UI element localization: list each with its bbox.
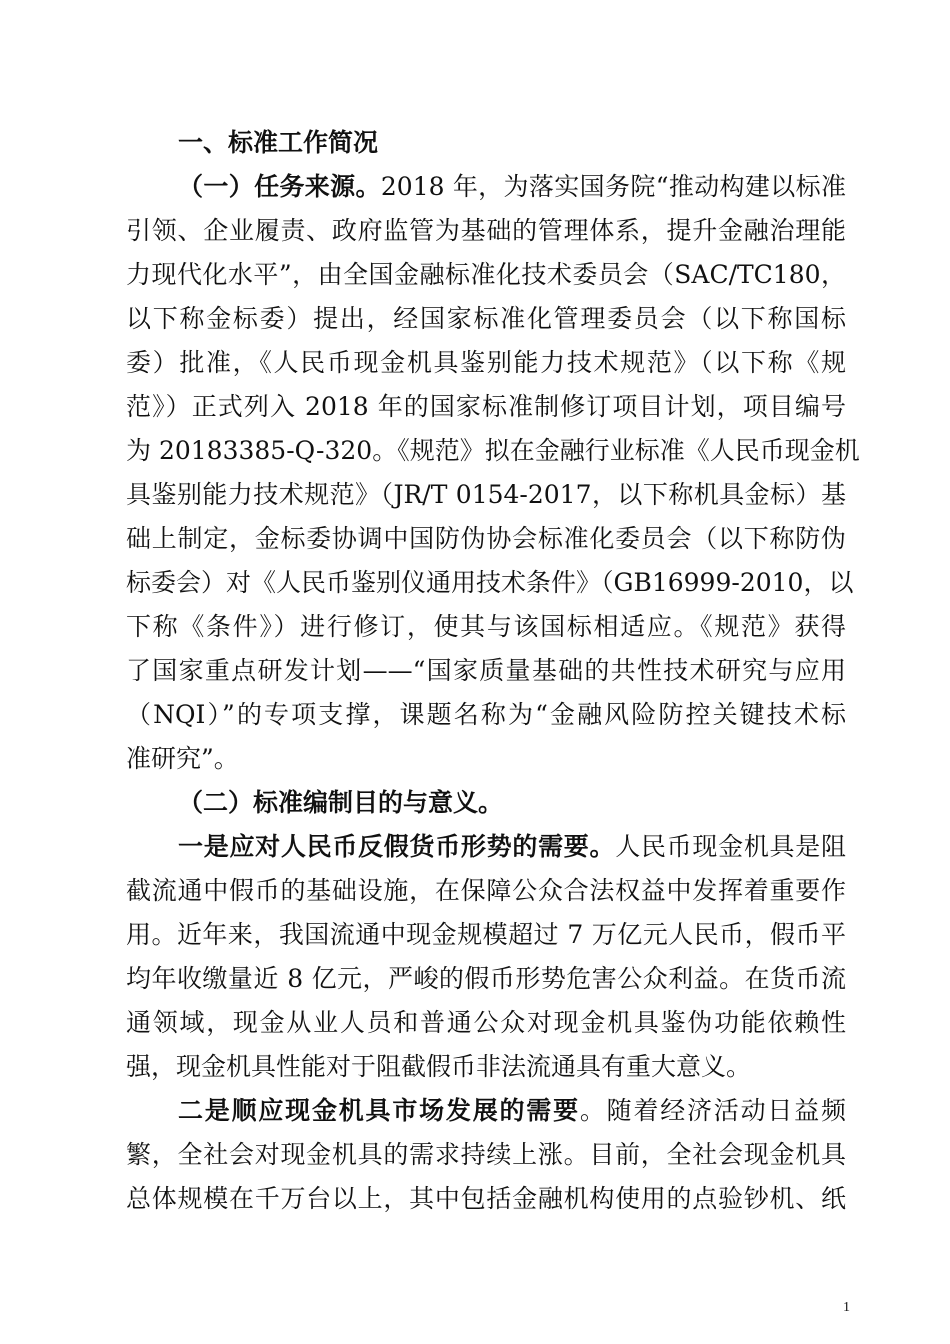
point-heading: 二是顺应现金机具市场发展的需要	[178, 1096, 580, 1125]
subsection-heading: （二）标准编制目的与意义。	[178, 788, 504, 817]
paragraph-line	[178, 167, 846, 207]
paragraph-line: 为 20183385-Q-320。《规范》拟在金融行业标准《人民币现金机	[126, 436, 860, 465]
paragraph-line: 用。近年来，我国流通中现金规模超过 7 万亿元人民币，假币平	[126, 920, 846, 949]
paragraph-line: 础上制定，金标委协调中国防伪协会标准化委员会（以下称防伪	[126, 524, 846, 553]
paragraph-line: （NQI）”的专项支撑，课题名称为“金融风险防控关键技术标	[126, 700, 846, 729]
text-run: 2018 年，为落实国务院“推动构建以标准	[380, 172, 846, 201]
paragraph-line	[178, 827, 846, 867]
paragraph-line: 了国家重点研发计划——“国家质量基础的共性技术研究与应用	[126, 656, 846, 685]
paragraph-line: 委）批准，《人民币现金机具鉴别能力技术规范》（以下称《规	[126, 348, 846, 377]
text-run: 。随着经济活动日益频	[579, 1096, 846, 1125]
paragraph-line: 具鉴别能力技术规范》（JR/T 0154-2017，以下称机具金标）基	[126, 480, 846, 509]
paragraph-line: 以下称金标委）提出，经国家标准化管理委员会（以下称国标	[126, 304, 846, 333]
paragraph-line: 标委会）对《人民币鉴别仪通用技术条件》（GB16999-2010，以	[126, 568, 854, 597]
page-number: 1	[843, 1300, 850, 1315]
paragraph-line: 引领、企业履责、政府监管为基础的管理体系，提升金融治理能	[126, 216, 846, 245]
subsection-heading: （一）任务来源。	[178, 172, 381, 201]
paragraph-line: 繁，全社会对现金机具的需求持续上涨。目前，全社会现金机具	[126, 1140, 846, 1169]
paragraph-line	[178, 1091, 846, 1131]
paragraph-line: 范》）正式列入 2018 年的国家标准制修订项目计划，项目编号	[126, 392, 846, 421]
paragraph-line: 均年收缴量近 8 亿元，严峻的假币形势危害公众利益。在货币流	[126, 964, 846, 993]
paragraph-line: 下称《条件》）进行修订，使其与该国标相适应。《规范》获得	[126, 612, 846, 641]
paragraph-line: 力现代化水平”，由全国金融标准化技术委员会（SAC/TC180，	[126, 260, 846, 289]
paragraph-line: 通领域，现金从业人员和普通公众对现金机具鉴伪功能依赖性	[126, 1008, 846, 1037]
paragraph-line: 准研究”。	[126, 744, 239, 773]
text-run: 人民币现金机具是阻	[615, 832, 846, 861]
paragraph-line: 强，现金机具性能对于阻截假币非法流通具有重大意义。	[126, 1052, 752, 1081]
paragraph-line: 截流通中假币的基础设施，在保障公众合法权益中发挥着重要作	[126, 876, 846, 905]
point-heading: 一是应对人民币反假货币形势的需要。	[178, 832, 616, 861]
section-title: 一、标准工作简况	[178, 128, 379, 157]
paragraph-line: 总体规模在千万台以上，其中包括金融机构使用的点验钞机、纸	[126, 1184, 846, 1213]
